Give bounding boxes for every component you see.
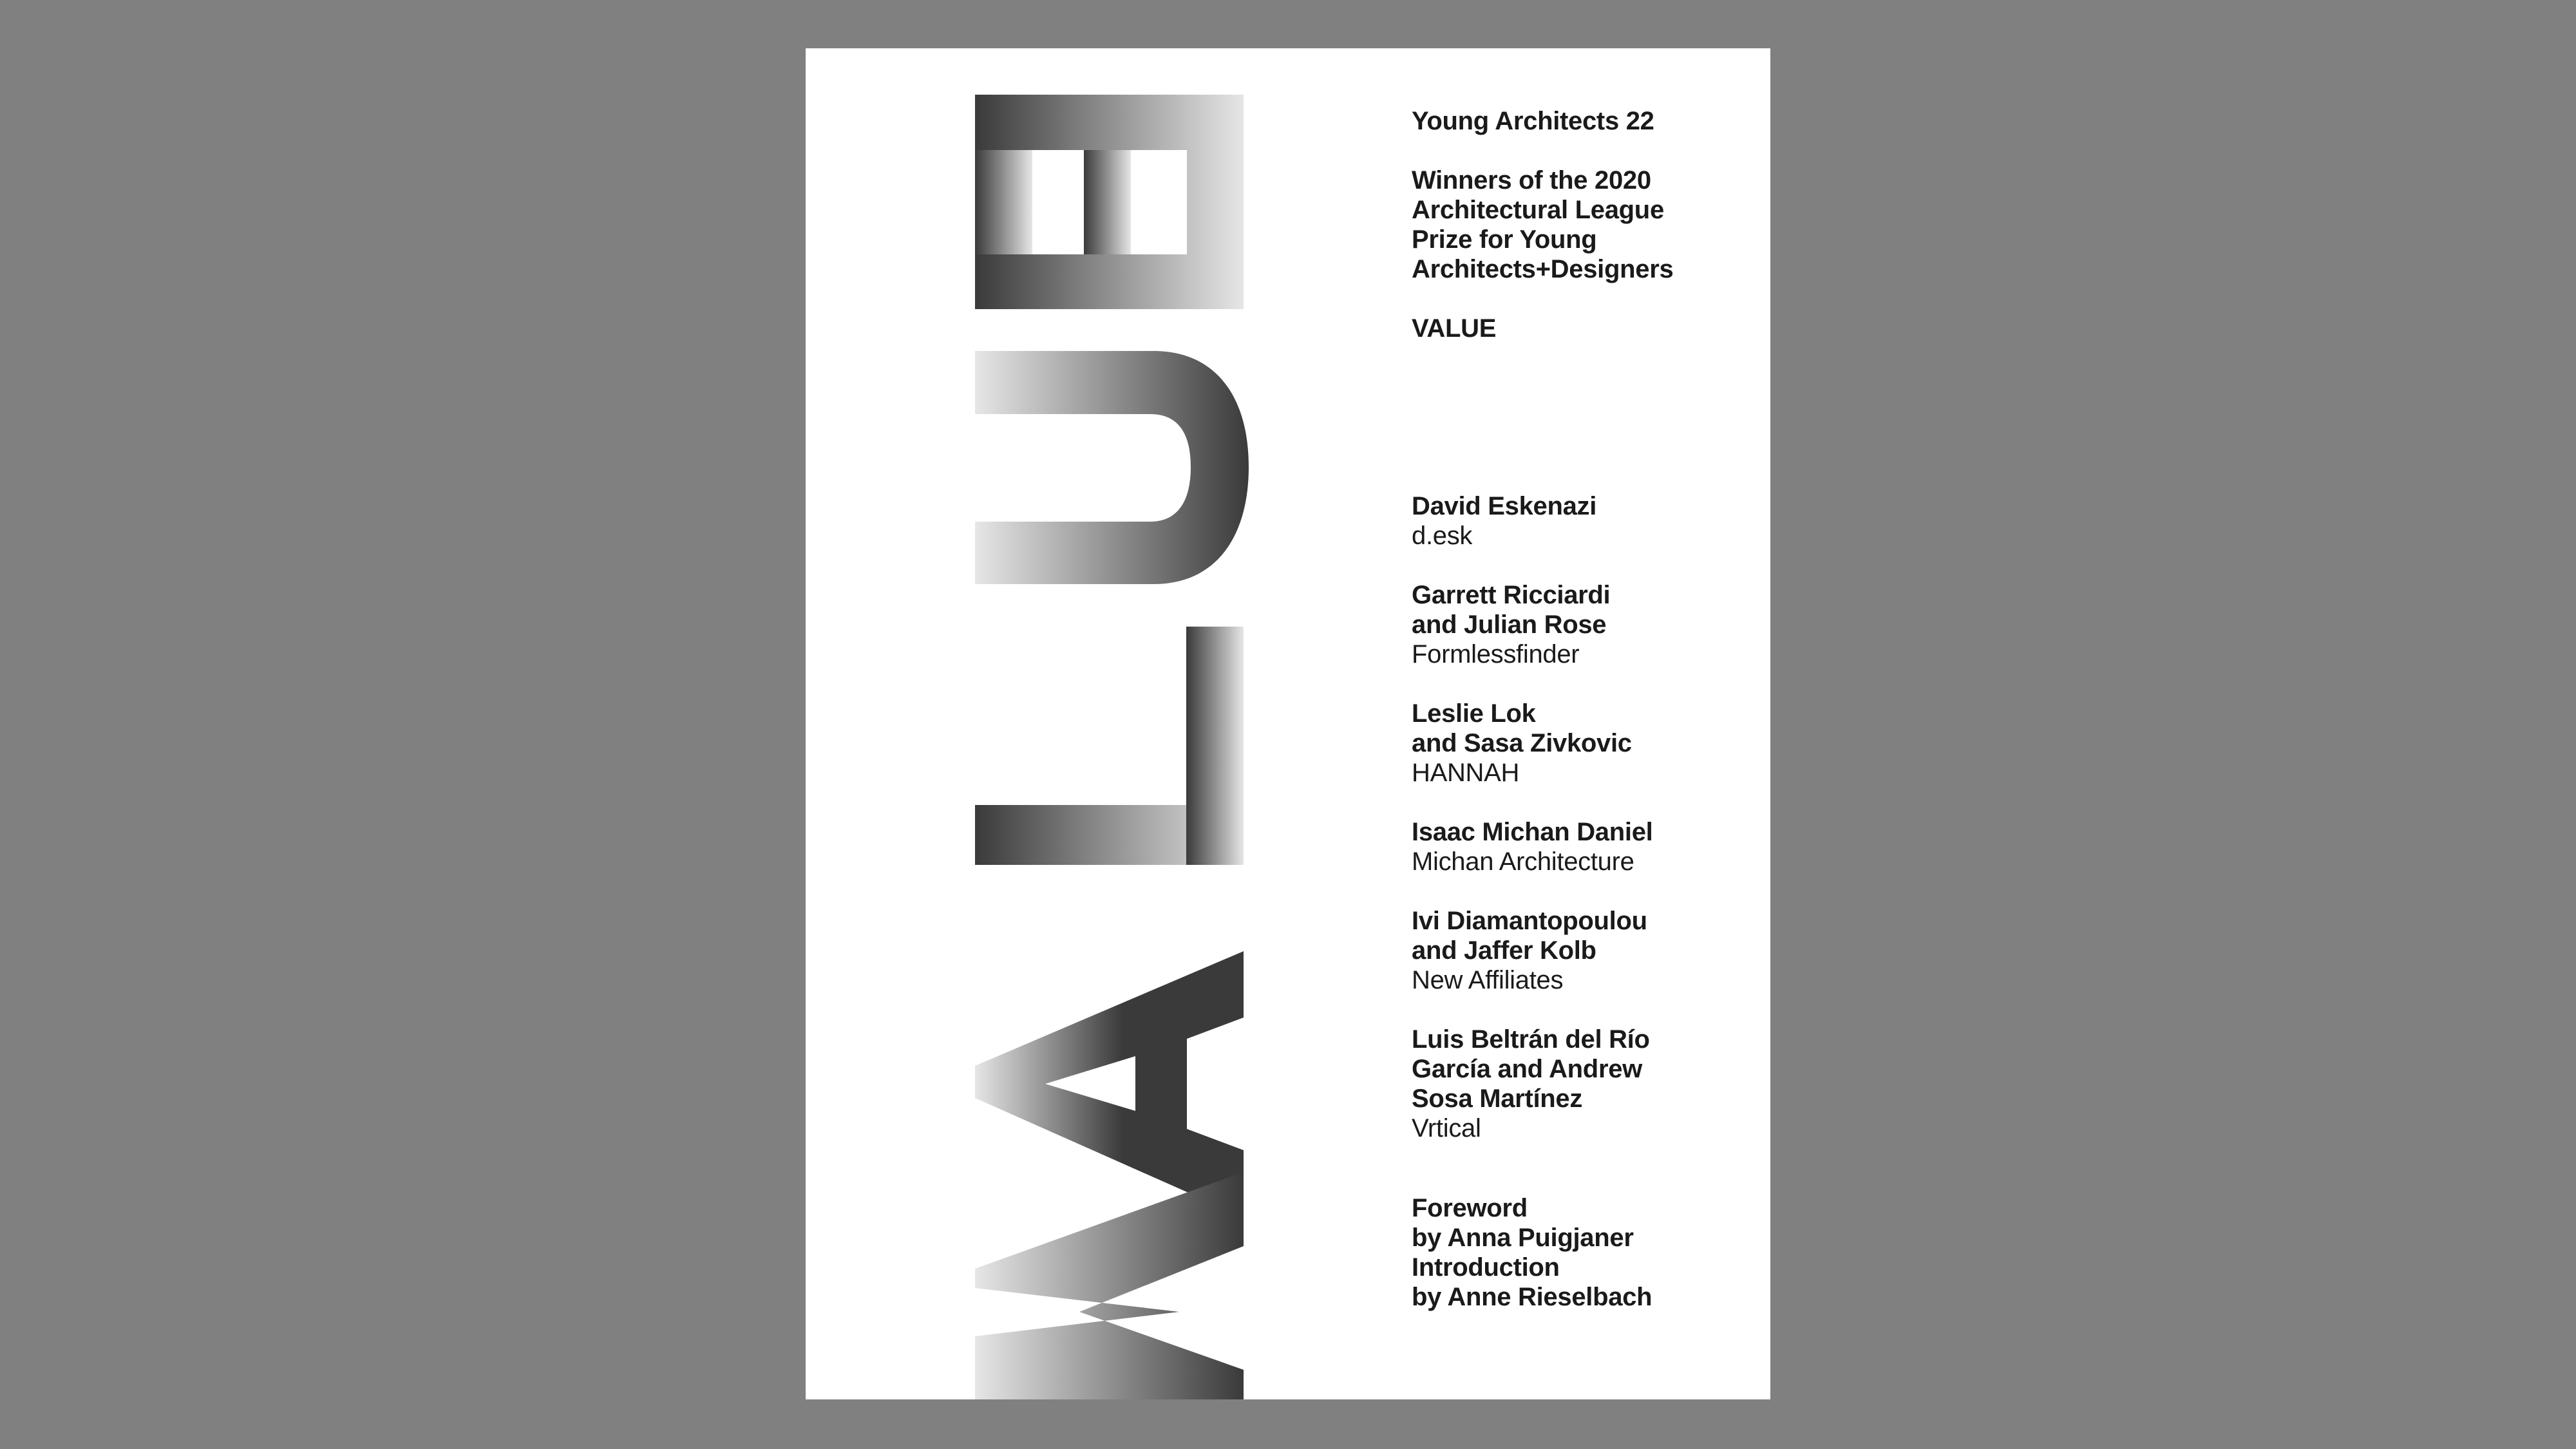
vertical-title-value (806, 48, 1256, 1399)
book-cover (806, 48, 1770, 1399)
contributor-firm: Formlessfinder (1412, 640, 1580, 668)
contributor-firm: Michan Architecture (1412, 848, 1634, 876)
contributor-entry (1412, 699, 1747, 788)
title-letter-v (975, 1172, 1244, 1399)
contributor-names: Isaac Michan Daniel (1412, 818, 1653, 846)
theme-title: VALUE (1412, 314, 1497, 343)
contributor-names: Leslie Lok and Sasa Zivkovic (1412, 699, 1632, 757)
contributor-entry (1412, 1025, 1747, 1143)
series-title: Young Architects 22 (1412, 107, 1654, 135)
contributor-firm: HANNAH (1412, 759, 1520, 787)
contributor-names: Luis Beltrán del Río García and Andrew Sosa Martínez (1412, 1025, 1650, 1113)
contributor-names: David Eskenazi (1412, 492, 1597, 520)
subtitle: Winners of the 2020 Architectural League Prize for Young Architects+Designers (1412, 166, 1674, 283)
title-letter-a (975, 951, 1244, 1217)
contributor-firm: d.esk (1412, 522, 1473, 550)
contributor-entry (1412, 580, 1747, 669)
contributor-firm: Vrtical (1412, 1114, 1481, 1142)
contributor-entry (1412, 817, 1747, 876)
contributor-entry (1412, 906, 1747, 995)
title-letter-u (975, 351, 1249, 584)
contributor-names: Ivi Diamantopoulou and Jaffer Kolb (1412, 907, 1647, 965)
contributor-entry (1412, 491, 1747, 551)
foreword-credits: Foreword by Anna Puigjaner Introduction by Anne Rieselbach (1412, 1194, 1653, 1311)
contributor-firm: New Affiliates (1412, 966, 1564, 994)
contributor-names: Garrett Ricciardi and Julian Rose (1412, 581, 1611, 639)
